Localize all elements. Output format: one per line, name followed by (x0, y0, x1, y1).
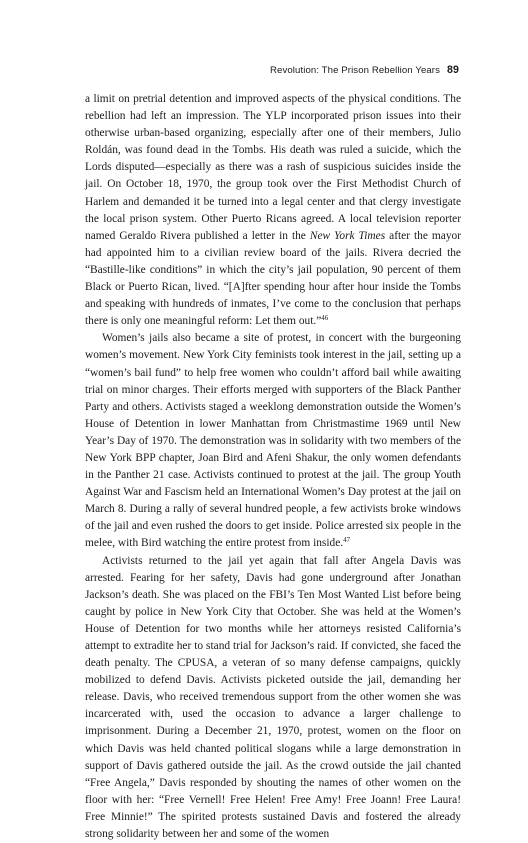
paragraph-3-text: Activists returned to the jail yet again that fall after Angela Davis was arrested. Fearing for her safety, Davis had gone underground after Jonathan Jackson’s death. She was placed on the FBI’s Ten Most Wanted List before being caught by police in New York City that October. She was held at the Women’s House of Detention for two months while her attorneys resisted California’s attempt to extradite her to stand trial for Jackson’s raid. If convicted, she faced the death penalty. The CPUSA, a veteran of so many defense campaigns, quickly mobilized to defend Davis. Activists picketed outside the jail, demanding her release. Davis, who received tremendous support from the other women she was incarcerated with, used the occasion to advance a larger challenge to imprisonment. During a December 21, 1970, protest, women on the floor on which Davis was held chanted political slogans while a large demonstration in support of Davis gathered outside the jail. As the crowd outside the jail chanted “Free Angela,” Davis responded by shouting the names of other women on the floor with her: “Free Vernell! Free Helen! Free Amy! Free Joann! Free Laura! Free Minnie!” The spirited protests sustained Davis and fostered the already strong solidarity between her and some of the women (85, 554, 461, 841)
paragraph-1 (85, 91, 461, 330)
paragraph-1-text: a limit on pretrial detention and improved aspects of the physical conditions. The rebellion had left an impression. The YLP incorporated prison issues into their otherwise urban-based organizing, especially after one of their members, Julio Roldán, was found dead in the Tombs. His death was ruled a suicide, which the Lords disputed—especially as there was a rash of suspicious suicides inside the jail. On October 18, 1970, the group took over the First Methodist Church of Harlem and demanded it be turned into a legal center and that clergy investigate the local prison system. Other Puerto Ricans agreed. A local television reporter named Geraldo Rivera published a letter in the (85, 93, 461, 242)
paragraph-2 (85, 330, 461, 552)
running-head (0, 64, 459, 76)
running-head-title: Revolution: The Prison Rebellion Years (269, 65, 441, 76)
paragraph-3 (85, 553, 461, 843)
footnote-ref-47: 47 (343, 536, 351, 545)
paragraph-1-text-continued: after the mayor had appointed him to a civilian review board of the jails. Rivera decried the “Bastille-like conditions” in which the city’s jail population, 90 percent of them Black or Puerto Rican, lived. “[A]fter spending hour after hour inside the Tombs and speaking with hundreds of inmates, I’ve come to the conclusion that perhaps there is only one meaningful reform: Let them out.” (85, 229, 462, 328)
newspaper-title: New York Times (309, 229, 386, 242)
body-text (85, 91, 461, 843)
footnote-ref-46: 46 (321, 314, 329, 323)
paragraph-2-text: Women’s jails also became a site of protest, in concert with the burgeoning women’s movement. New York City feminists took interest in the jail, setting up a “women’s bail fund” to help free women who couldn’t afford bail while awaiting trial on minor charges. Their efforts merged with supporters of the Black Panther Party and others. Activists staged a weeklong demonstration outside the Women’s House of Detention in lower Manhattan from Christmastime 1969 until New Year’s Day of 1970. The demonstration was in solidarity with two members of the New York BPP chapter, Joan Bird and Afeni Shakur, the only women defendants in the Panther 21 case. Activists continued to protest at the jail. The group Youth Against War and Fascism held an International Women’s Day protest at the jail on March 8. During a rally of several hundred people, a few activists broke windows of the jail and even rushed the doors to get inside. Police arrested six people in the melee, with Bird watching the entire protest from inside. (85, 332, 461, 550)
page-number: 89 (447, 64, 459, 76)
